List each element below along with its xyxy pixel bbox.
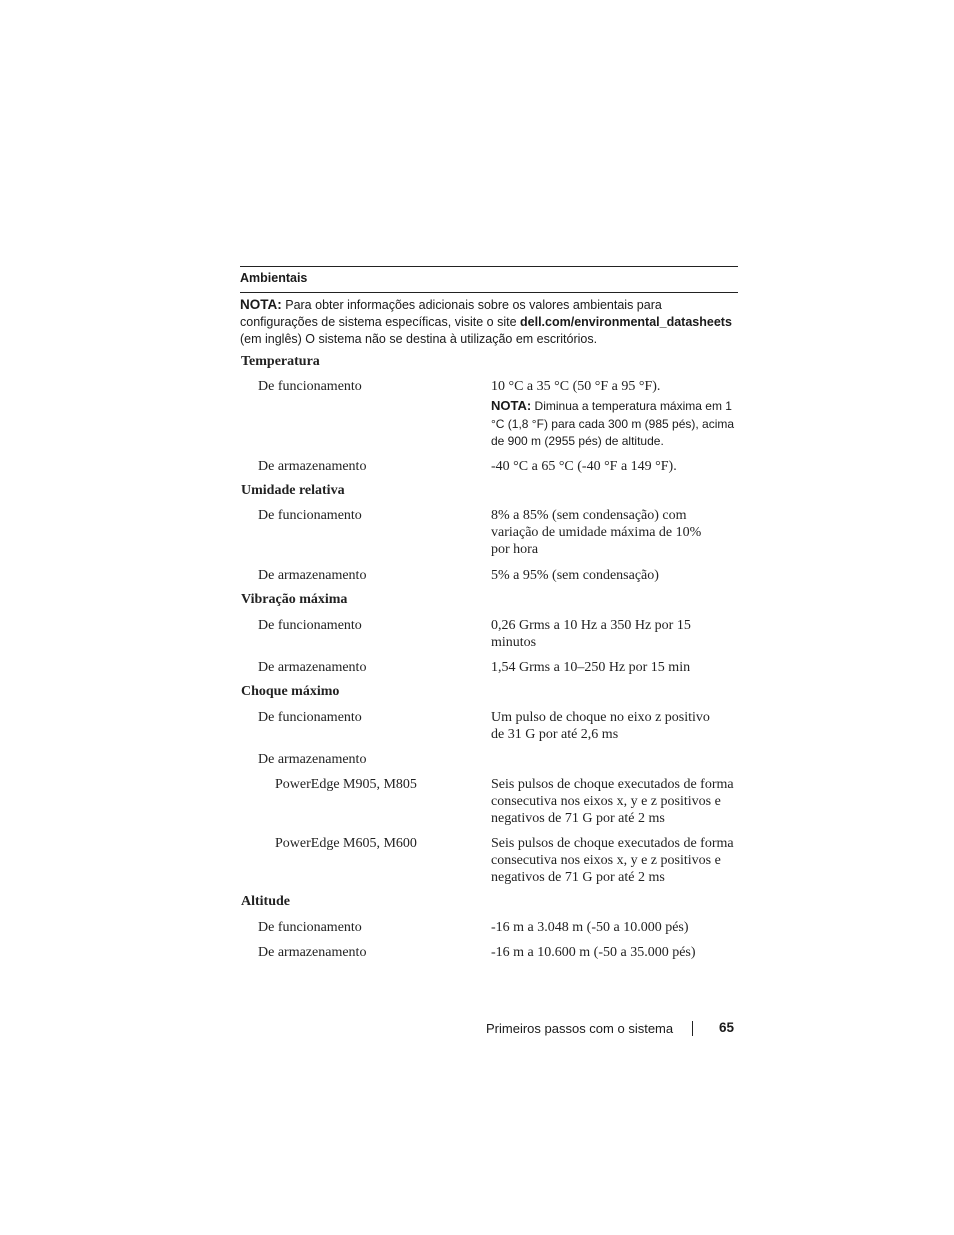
table-header bbox=[240, 267, 738, 293]
temperatura-op-value: 10 °C a 35 °C (50 °F a 95 °F). bbox=[491, 379, 661, 394]
note-block bbox=[240, 293, 738, 348]
temperatura-heading: Temperatura bbox=[241, 354, 320, 369]
temperatura-note-text: Diminua a temperatura máxima em 1 °C (1,8 °F) para cada 300 m (985 pés), acima de 900 m (2955 pés) de altitude. bbox=[491, 399, 735, 448]
altitude-op-label: De funcionamento bbox=[258, 920, 362, 935]
section-title: Ambientais bbox=[240, 271, 308, 285]
note-text-before: Para obter informações adicionais sobre os valores ambientais para configurações de sistema específicas, visite o site bbox=[240, 298, 662, 329]
umidade-st-value: 5% a 95% (sem condensação) bbox=[491, 568, 659, 583]
vibracao-heading: Vibração máxima bbox=[241, 592, 348, 607]
choque-m905-label: PowerEdge M905, M805 bbox=[275, 777, 417, 792]
altitude-st-value: -16 m a 10.600 m (-50 a 35.000 pés) bbox=[491, 945, 696, 960]
choque-m605-label: PowerEdge M605, M600 bbox=[275, 836, 417, 851]
altitude-st-label: De armazenamento bbox=[258, 945, 367, 960]
vibracao-op-value: 0,26 Grms a 10 Hz a 350 Hz por 15 minutos bbox=[491, 618, 691, 650]
altitude-op-value: -16 m a 3.048 m (-50 a 10.000 pés) bbox=[491, 920, 689, 935]
temperatura-op-note bbox=[491, 397, 741, 451]
environment-table bbox=[240, 266, 738, 348]
choque-op-value: Um pulso de choque no eixo z positivo de 31 G por até 2,6 ms bbox=[491, 710, 710, 742]
umidade-op-value: 8% a 85% (sem condensação) com variação de umidade máxima de 10% por hora bbox=[491, 508, 702, 557]
temperatura-st-value: -40 °C a 65 °C (-40 °F a 149 °F). bbox=[491, 459, 677, 474]
footer-separator bbox=[692, 1021, 693, 1036]
note-link[interactable]: dell.com/environmental_datasheets bbox=[520, 315, 732, 329]
umidade-op-label: De funcionamento bbox=[258, 508, 362, 523]
umidade-st-label: De armazenamento bbox=[258, 568, 367, 583]
footer-title: Primeiros passos com o sistema bbox=[486, 1021, 674, 1036]
note-label: NOTA: bbox=[240, 297, 282, 312]
altitude-heading: Altitude bbox=[241, 894, 290, 909]
choque-st-label: De armazenamento bbox=[258, 752, 367, 767]
temperatura-st-label: De armazenamento bbox=[258, 459, 367, 474]
note-text-after: (em inglês) O sistema não se destina à utilização em escritórios. bbox=[240, 332, 598, 346]
choque-m605-value: Seis pulsos de choque executados de forma consecutiva nos eixos x, y e z positivos e negativos de 71 G por até 2 ms bbox=[491, 836, 734, 885]
umidade-heading: Umidade relativa bbox=[241, 483, 345, 498]
vibracao-st-label: De armazenamento bbox=[258, 660, 367, 675]
choque-heading: Choque máximo bbox=[241, 684, 340, 699]
vibracao-op-label: De funcionamento bbox=[258, 618, 362, 633]
page-number: 65 bbox=[719, 1020, 735, 1035]
page-footer bbox=[486, 1019, 736, 1039]
temperatura-op-label: De funcionamento bbox=[258, 379, 362, 394]
vibracao-st-value: 1,54 Grms a 10–250 Hz por 15 min bbox=[491, 660, 691, 675]
choque-op-label: De funcionamento bbox=[258, 710, 362, 725]
choque-m905-value: Seis pulsos de choque executados de forma consecutiva nos eixos x, y e z positivos e negativos de 71 G por até 2 ms bbox=[491, 777, 734, 826]
temperatura-note-label: NOTA: bbox=[491, 398, 532, 413]
